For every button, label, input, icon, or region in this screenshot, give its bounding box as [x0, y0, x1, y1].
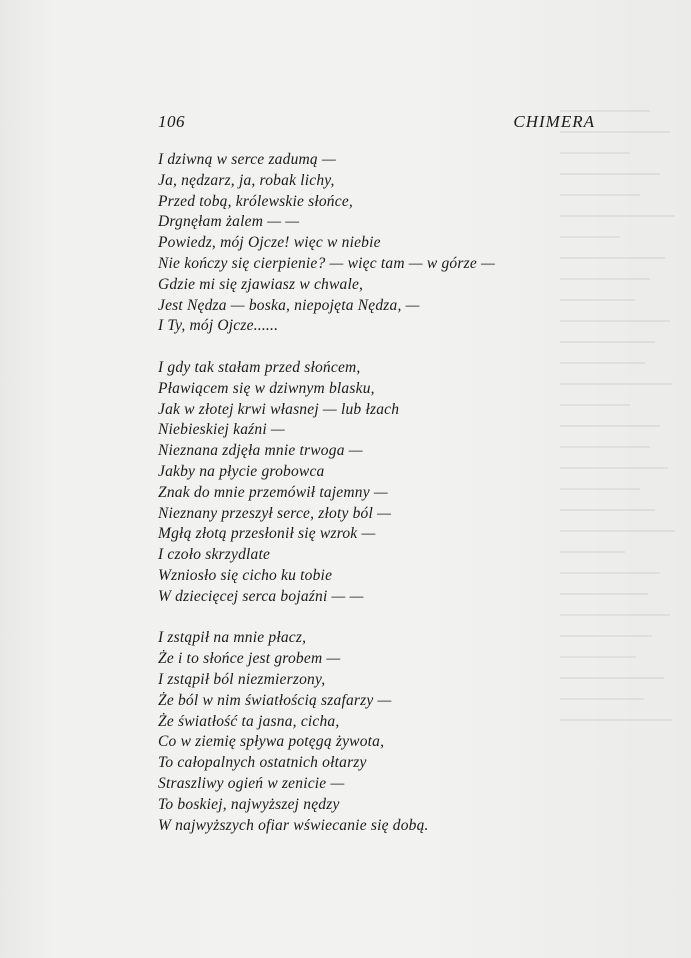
poem-line: Znak do mnie przemówił tajemny —: [158, 483, 388, 501]
poem-line: I Ty, mój Ojcze......: [158, 317, 279, 335]
poem-line: Jest Nędza — boska, niepojęta Nędza, —: [158, 296, 420, 314]
bleed-through-text: [560, 110, 680, 830]
poem-line: Nieznany przeszył serce, złoty ból —: [158, 504, 392, 522]
poem-body: [158, 150, 578, 836]
poem-line: Drgnęłam żalem — —: [158, 213, 300, 231]
poem-line: Straszliwy ogień w zenicie —: [158, 774, 345, 792]
poem-line: I dziwną w serce zadumą —: [158, 151, 336, 168]
poem-line: To boskiej, najwyższej nędzy: [158, 795, 340, 813]
poem-line: I czoło skrzydlate: [158, 546, 271, 564]
poem-line: Jak w złotej krwi własnej — lub łzach: [158, 400, 400, 418]
poem-line: Pławiącem się w dziwnym blasku,: [158, 379, 375, 397]
poem-line: To całopalnych ostatnich ołtarzy: [158, 754, 367, 772]
poem-line: Przed tobą, królewskie słońce,: [158, 192, 353, 210]
poem-line: I gdy tak stałam przed słońcem,: [158, 358, 361, 376]
poem-line: Nie kończy się cierpienie? — więc tam — w górze —: [158, 254, 495, 272]
poem-line: Niebieskiej kaźni —: [158, 421, 285, 439]
poem-line: I zstąpił ból niezmierzony,: [158, 670, 326, 688]
poem-line: I zstąpił na mnie płacz,: [158, 629, 307, 647]
poem-line: Że ból w nim światłością szafarzy —: [158, 691, 392, 709]
page-number: 106: [158, 112, 185, 131]
poem-line: Mgłą złotą przesłonił się wzrok —: [158, 525, 376, 543]
page-header: [158, 112, 595, 136]
poem-line: W dziecięcej serca bojaźni — —: [158, 587, 364, 605]
poem-line: Że światłość ta jasna, cicha,: [158, 712, 340, 730]
poem-line: Powiedz, mój Ojcze! więc w niebie: [158, 234, 381, 252]
poem-line: Że i to słońce jest grobem —: [158, 650, 341, 668]
poem-line: Gdzie mi się zjawiasz w chwale,: [158, 275, 364, 293]
poem-line: Ja, nędzarz, ja, robak lichy,: [158, 171, 335, 189]
poem-line: Jakby na płycie grobowca: [158, 462, 325, 480]
stanza: [158, 628, 578, 836]
poem-line: Nieznana zdjęła mnie trwoga —: [158, 442, 363, 460]
poem-line: W najwyższych ofiar wświecanie się dobą.: [158, 816, 429, 834]
poem-line: Wzniosło się cicho ku tobie: [158, 566, 333, 584]
stanza: [158, 358, 578, 608]
poem-line: Co w ziemię spływa potęgą żywota,: [158, 733, 385, 751]
running-title: CHIMERA: [513, 112, 595, 131]
stanza: [158, 150, 578, 337]
